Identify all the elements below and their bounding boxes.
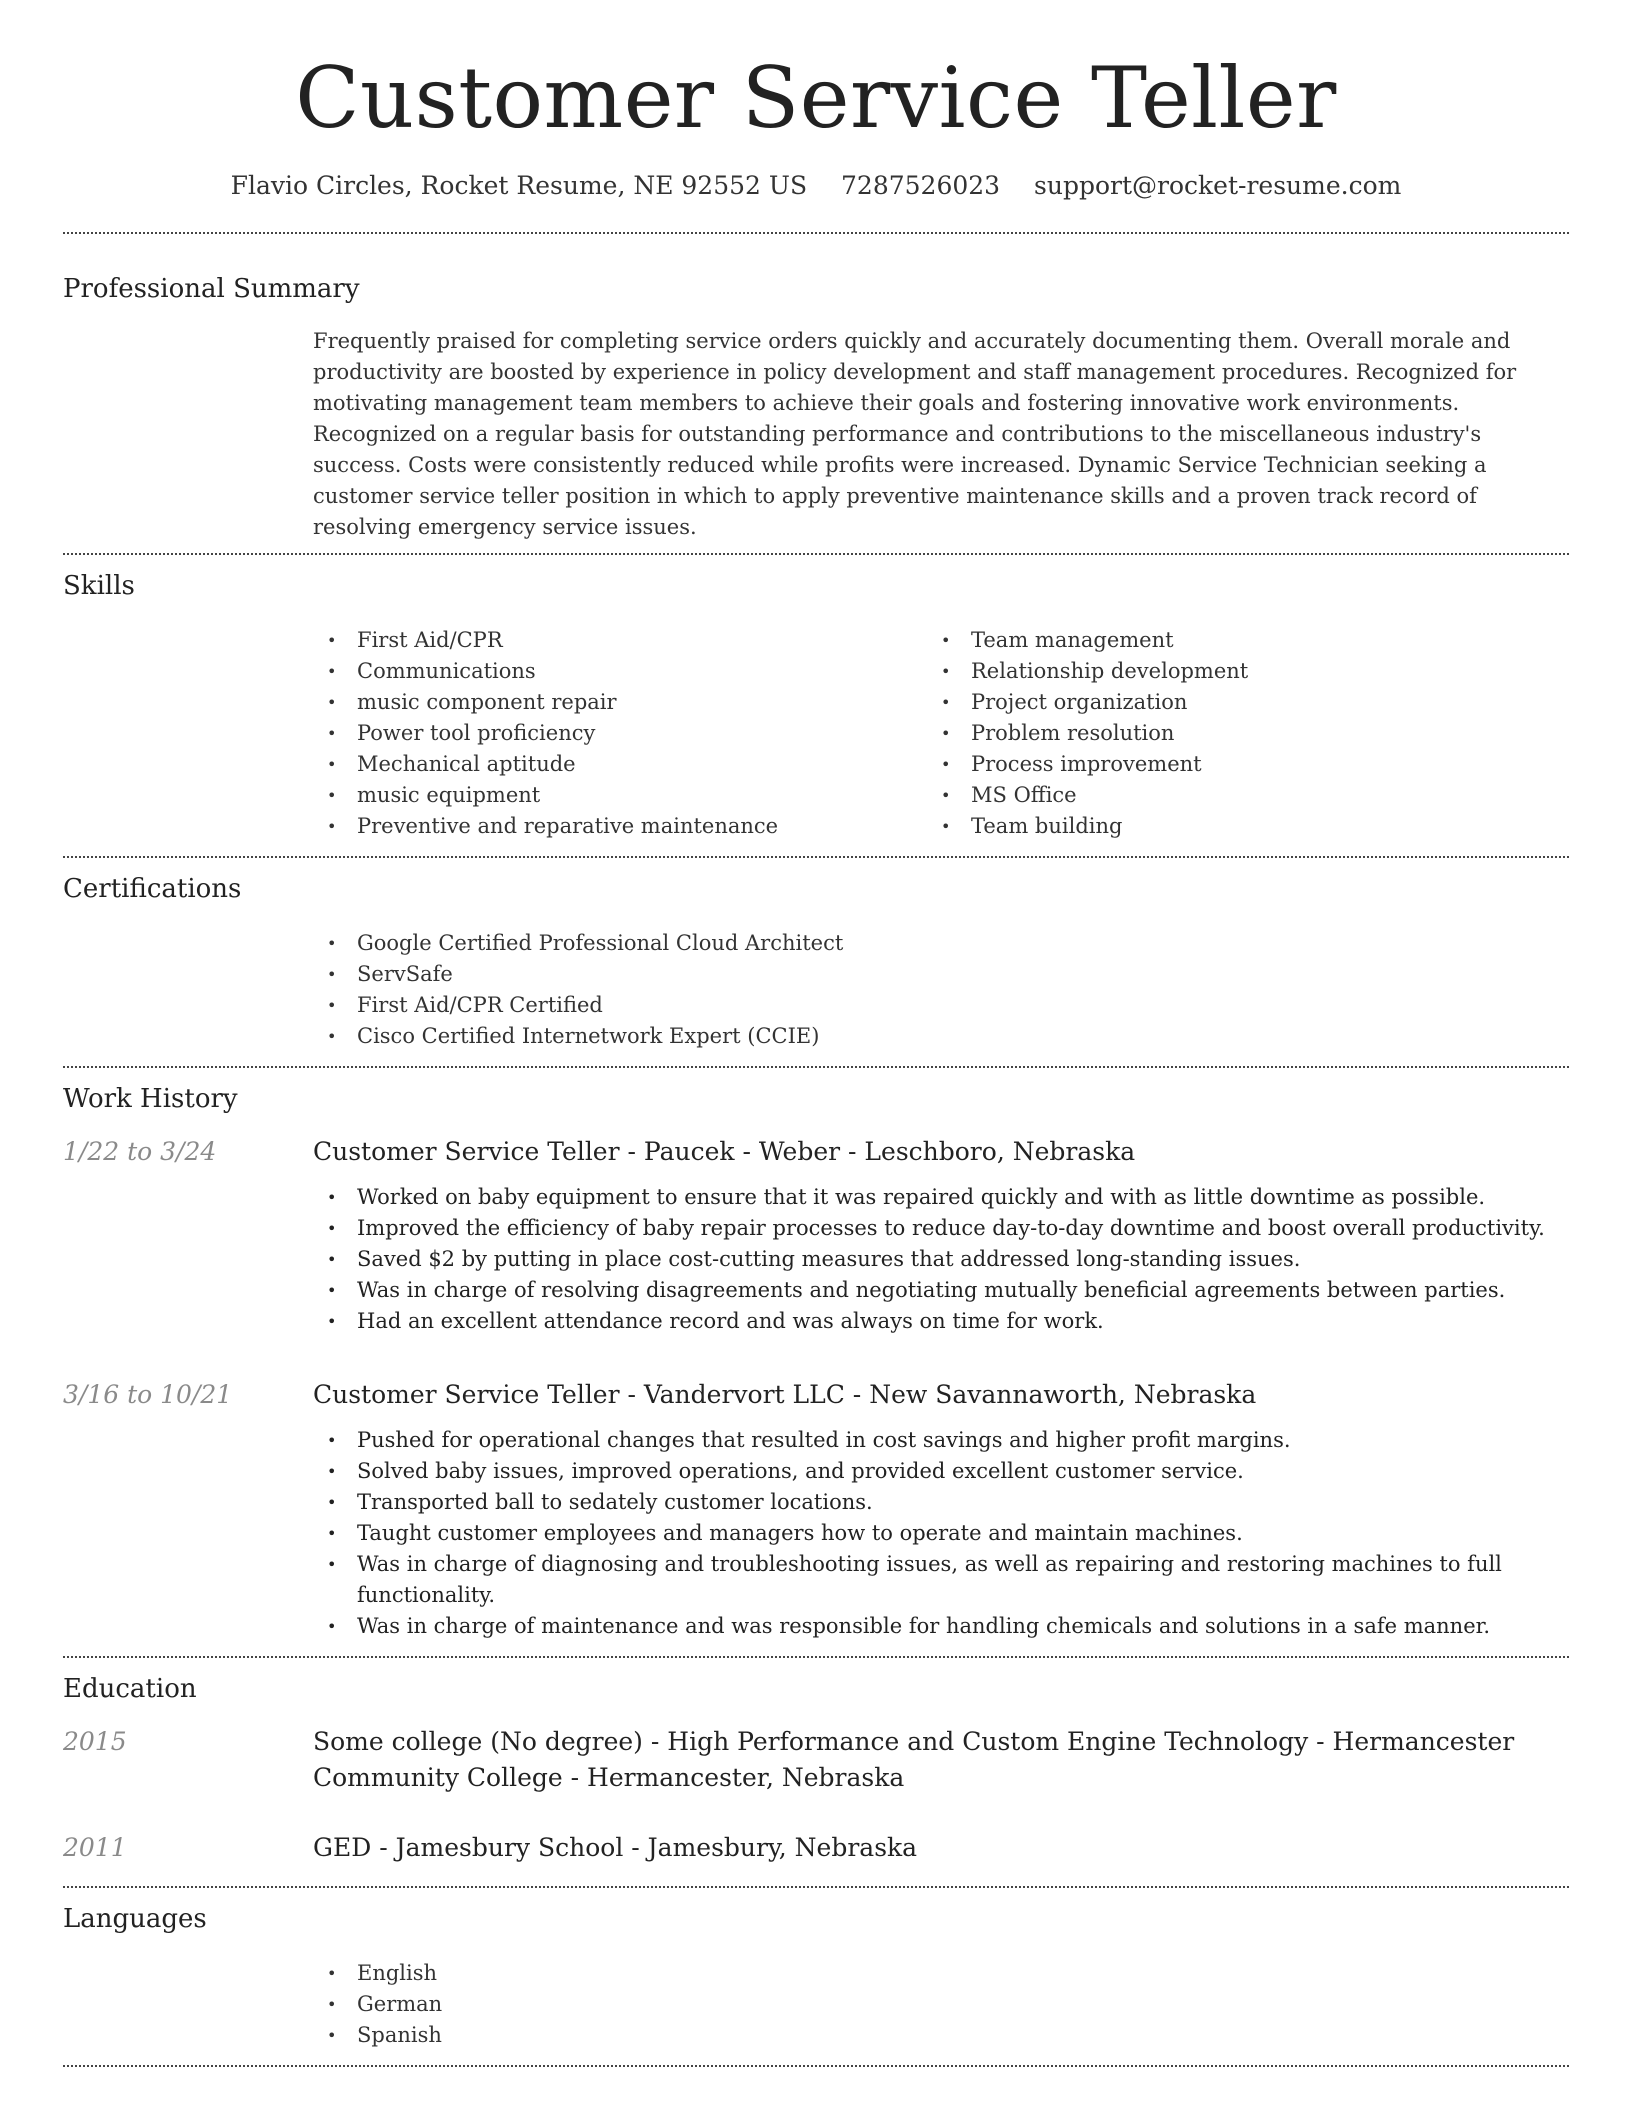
skills-section (63, 555, 1569, 856)
job-bullet: • Saved $2 by putting in place cost-cutting measures that addressed long-standing issues. (313, 1244, 1569, 1275)
job-dates: 3/16 to 10/21 (63, 1379, 233, 1409)
education-entry (63, 1830, 1569, 1866)
skill-item: • Process improvement (927, 749, 1541, 780)
skill-item: • Project organization (927, 687, 1541, 718)
section-title-work-history: Work History (63, 1083, 238, 1114)
job-bullet: • Was in charge of maintenance and was responsible for handling chemicals and solutions in a safe manner. (313, 1611, 1569, 1642)
section-title-education: Education (63, 1673, 197, 1704)
certification-item: • Cisco Certified Internetwork Expert (CCIE) (313, 1021, 1569, 1052)
skill-item: • music equipment (313, 780, 927, 811)
job-title: Customer Service Teller - Paucek - Weber - Leschboro, Nebraska (313, 1136, 1136, 1166)
language-item: • German (313, 1989, 1569, 2020)
skill-item: • Communications (313, 656, 927, 687)
certifications-list (313, 928, 1569, 1066)
language-item: • Spanish (313, 2020, 1569, 2051)
education-degree: Some college (No degree) - High Performance and Custom Engine Technology - Hermancester Community College - Hermancester, Nebraska (313, 1726, 1515, 1792)
job-bullets (313, 1425, 1569, 1642)
certifications-section (63, 858, 1569, 1066)
skill-item: • Mechanical aptitude (313, 749, 927, 780)
certification-item: • Google Certified Professional Cloud Architect (313, 928, 1569, 959)
skill-item: • Team management (927, 625, 1541, 656)
job-bullet: • Taught customer employees and managers how to operate and maintain machines. (313, 1518, 1569, 1549)
job-bullet: • Was in charge of diagnosing and troubleshooting issues, as well as repairing and restoring machines to full functionality. (313, 1549, 1569, 1611)
skills-columns (313, 625, 1569, 856)
section-title-skills: Skills (63, 570, 135, 601)
skills-list-left (313, 625, 927, 842)
job-bullet: • Solved baby issues, improved operations, and provided excellent customer service. (313, 1456, 1569, 1487)
education-year: 2015 (63, 1726, 127, 1756)
skill-item: • Relationship development (927, 656, 1541, 687)
languages-section (63, 1888, 1569, 2065)
section-title-certifications: Certifications (63, 873, 242, 904)
job-entry (63, 1377, 1569, 1413)
job-dates: 1/22 to 3/24 (63, 1136, 217, 1166)
skill-item: • MS Office (927, 780, 1541, 811)
summary-section (63, 234, 1569, 553)
job-bullet: • Improved the efficiency of baby repair processes to reduce day-to-day downtime and boost overall productivity. (313, 1213, 1569, 1244)
skill-item: • Preventive and reparative maintenance (313, 811, 927, 842)
job-bullet: • Was in charge of resolving disagreements and negotiating mutually beneficial agreements between parties. (313, 1275, 1569, 1306)
job-bullet: • Transported ball to sedately customer locations. (313, 1487, 1569, 1518)
skill-item: • Power tool proficiency (313, 718, 927, 749)
certification-item: • ServSafe (313, 959, 1569, 990)
job-bullets (313, 1182, 1569, 1337)
job-entry (63, 1134, 1569, 1170)
candidate-name: Customer Service Teller (295, 49, 1337, 147)
section-title-summary: Professional Summary (63, 273, 360, 304)
contact-email: support@rocket-resume.com (1034, 170, 1402, 200)
work-history-section (63, 1068, 1569, 1642)
job-bullet: • Had an excellent attendance record and was always on time for work. (313, 1306, 1569, 1337)
education-entry (63, 1724, 1569, 1796)
job-bullet: • Pushed for operational changes that resulted in cost savings and higher profit margins. (313, 1425, 1569, 1456)
languages-list (313, 1958, 1569, 2065)
job-title: Customer Service Teller - Vandervort LLC - New Savannaworth, Nebraska (313, 1379, 1257, 1409)
skill-item: • Problem resolution (927, 718, 1541, 749)
summary-text: Frequently praised for completing service orders quickly and accurately documenting them. Overall morale and productivity are boosted by experience in policy development and staff management procedures. Recognized for motivating management team members to achieve their goals and fostering innovative work environments. Recognized on a regular basis for outstanding performance and contributions to the miscellaneous industry's success. Costs were consistently reduced while profits were increased. Dynamic Service Technician seeking a customer service teller position in which to apply preventive maintenance skills and a proven track record of resolving emergency service issues. (313, 328, 1517, 539)
language-item: • English (313, 1958, 1569, 1989)
skill-item: • music component repair (313, 687, 927, 718)
education-degree: GED - Jamesbury School - Jamesbury, Nebraska (313, 1832, 918, 1862)
skill-item: • Team building (927, 811, 1541, 842)
education-year: 2011 (63, 1832, 127, 1862)
contact-address: Flavio Circles, Rocket Resume, NE 92552 US (230, 170, 808, 200)
education-section (63, 1658, 1569, 1866)
skill-item: • First Aid/CPR (313, 625, 927, 656)
job-bullet: • Worked on baby equipment to ensure that it was repaired quickly and with as little downtime as possible. (313, 1182, 1569, 1213)
resume-header (63, 0, 1569, 200)
skills-list-right (927, 625, 1541, 842)
section-divider (63, 2065, 1569, 2067)
section-title-languages: Languages (63, 1903, 207, 1934)
contact-line (63, 171, 1569, 200)
contact-phone: 7287526023 (841, 170, 1001, 200)
certification-item: • First Aid/CPR Certified (313, 990, 1569, 1021)
